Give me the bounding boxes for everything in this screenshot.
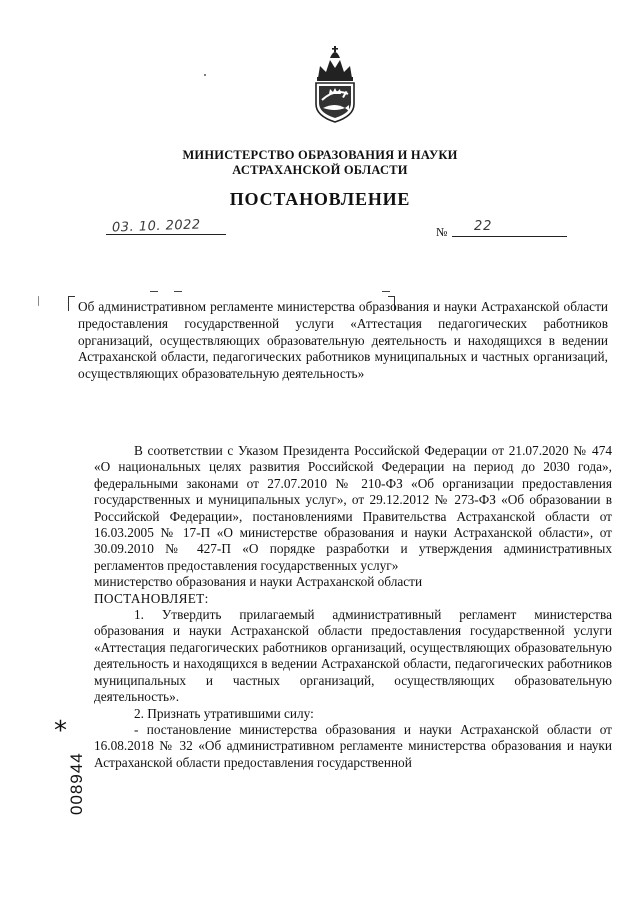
preamble-paragraph: В соответствии с Указом Президента Российской Федерации от 21.07.2020 № 474 «О национальных целях развития Российской Федерации на период до 2030 года», федеральными законами от 27.07.2010 № 210-ФЗ «Об организации предоставления государственных и муниципальных услуг», от 29.12.2012 № 273-ФЗ «Об образовании в Российской Федерации», постановлениями Правительства Астраханской области от 16.03.2005 № 17-П «О министерстве образования и науки Астраханской области», от 30.09.2010 № 427-П «О порядке разработки и утверждения административных регламентов предоставления государственных услуг» [94, 443, 612, 573]
margin-star-mark: * [54, 716, 67, 746]
number-label: № [436, 225, 448, 239]
clause-1: 1. Утвердить прилагаемый административный регламент министерства образования и науки Астраханской области предоставления государственной услуги «Аттестация педагогических работников организаций, осуществляющих образовательную деятельность и находящихся в ведении Астраханской области, педагогических работников муниципальных и частных организаций, осуществляющих образовательную деятельность». [94, 607, 612, 705]
subject-bracket-left [68, 296, 75, 311]
astrakhan-coat-of-arms-icon [308, 44, 362, 124]
document-type-title: ПОСТАНОВЛЕНИЕ [229, 189, 411, 209]
organization-name-line1: МИНИСТЕРСТВО ОБРАЗОВАНИЯ И НАУКИ [182, 148, 458, 162]
issuer-line: министерство образования и науки Астраханской области [94, 574, 423, 590]
organization-name-line2: АСТРАХАНСКОЙ ОБЛАСТИ [232, 163, 408, 177]
document-subject: Об административном регламенте министерства образования и науки Астраханской области предоставления государственной услуги «Аттестация педагогических работников организаций, осуществляющих образовательную деятельность и находящихся в ведении Астраханской области, педагогических работников муниципальных и частных организаций, осуществляющих образовательную деятельность» [78, 299, 608, 382]
scan-speck [204, 74, 206, 76]
correction-mark [174, 291, 182, 292]
date-underline [106, 233, 226, 235]
scan-speck [38, 296, 39, 306]
clause-2: 2. Признать утратившими силу: [134, 705, 314, 721]
handwritten-date: 03. 10. 2022 [111, 217, 201, 236]
resolves-line: ПОСТАНОВЛЯЕТ: [94, 590, 209, 606]
registration-number-stamp: 008944 [67, 752, 86, 815]
document-body [94, 443, 612, 771]
number-underline [452, 236, 567, 237]
handwritten-number: 22 [474, 219, 493, 234]
clause-2-item-1: - постановление министерства образования и науки Астраханской области от 16.08.2018 № 32 «Об административном регламенте министерства образования и науки Астраханской области предоставления государственной [94, 721, 612, 770]
correction-mark [382, 291, 390, 292]
correction-mark [150, 291, 158, 292]
